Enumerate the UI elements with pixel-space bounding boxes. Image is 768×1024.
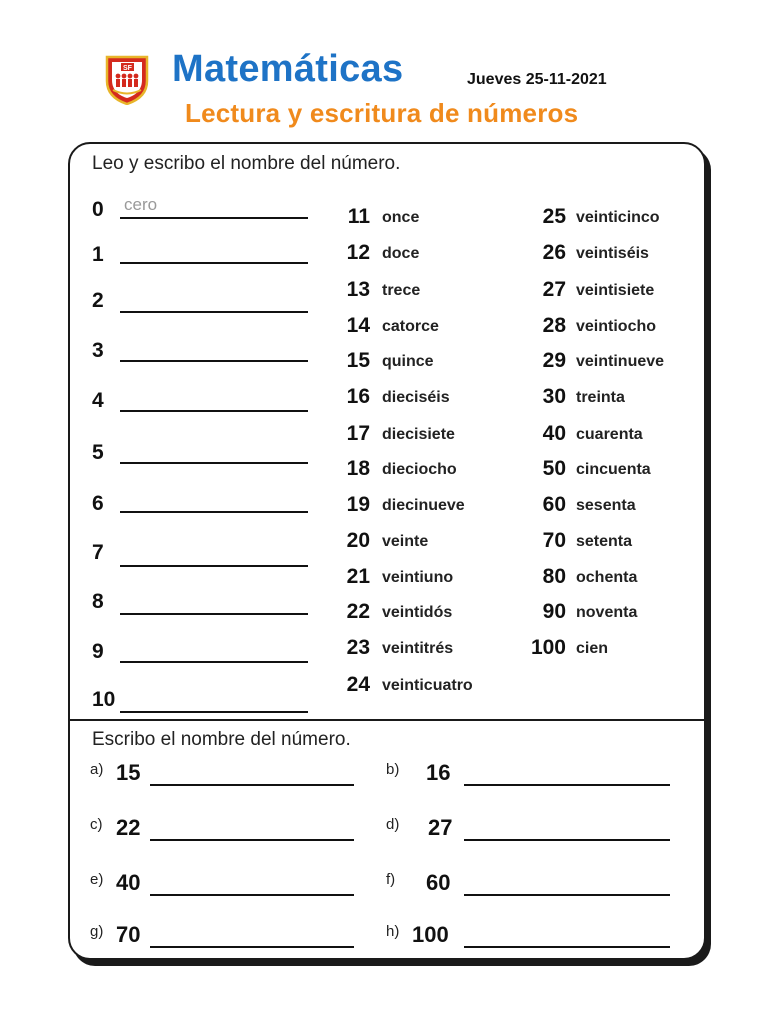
- exercise-letter: f): [386, 871, 396, 888]
- exercise-number: 60: [426, 870, 451, 895]
- answer-line[interactable]: [120, 565, 308, 567]
- item-number: 0: [92, 198, 104, 221]
- answer-line[interactable]: [120, 511, 308, 513]
- reference-word: veintinueve: [576, 353, 665, 370]
- reference-number: 12: [346, 241, 370, 264]
- reference-number: 80: [542, 565, 566, 588]
- exercise-letter: h): [386, 923, 400, 940]
- reference-number: 20: [346, 529, 370, 552]
- exercise-number: 15: [116, 760, 141, 785]
- answer-line[interactable]: [464, 839, 670, 841]
- answer-line[interactable]: [464, 894, 670, 896]
- item-number: 2: [92, 289, 104, 312]
- reference-word: veintiuno: [382, 569, 454, 586]
- reference-word: veinte: [382, 533, 429, 550]
- example-answer: cero: [124, 195, 158, 214]
- reference-number: 40: [542, 422, 566, 445]
- reference-word: treinta: [576, 389, 625, 406]
- reference-word: catorce: [382, 318, 439, 335]
- page-title: Matemáticas: [172, 48, 404, 90]
- exercise-letter: c): [90, 816, 103, 833]
- reference-number: 30: [542, 385, 566, 408]
- reference-number: 60: [542, 493, 566, 516]
- reference-number: 26: [542, 241, 566, 264]
- answer-line[interactable]: [150, 839, 354, 841]
- reference-number: 21: [346, 565, 370, 588]
- answer-line[interactable]: [120, 462, 308, 464]
- reference-number: 17: [346, 422, 370, 445]
- answer-line[interactable]: [120, 613, 308, 615]
- answer-line[interactable]: [120, 661, 308, 663]
- reference-number: 28: [542, 314, 566, 337]
- reference-word: veintidós: [382, 604, 453, 621]
- page-subtitle: Lectura y escritura de números: [185, 98, 579, 128]
- reference-number: 27: [542, 278, 566, 301]
- reference-word: once: [382, 209, 420, 226]
- reference-number: 16: [346, 385, 370, 408]
- reference-word: veinticinco: [576, 209, 660, 226]
- reference-word: trece: [382, 282, 421, 299]
- item-number: 7: [92, 541, 104, 564]
- item-number: 8: [92, 590, 104, 613]
- reference-word: cuarenta: [576, 426, 643, 443]
- reference-word: sesenta: [576, 497, 636, 514]
- exercise-letter: a): [90, 761, 104, 778]
- answer-line[interactable]: [120, 217, 308, 219]
- reference-number: 25: [542, 205, 566, 228]
- reference-word: quince: [382, 353, 434, 370]
- item-number: 10: [92, 688, 116, 711]
- svg-text:SF: SF: [123, 65, 132, 72]
- answer-line[interactable]: [150, 894, 354, 896]
- exercise-number: 40: [116, 870, 141, 895]
- exercise-letter: b): [386, 761, 400, 778]
- item-number: 9: [92, 640, 104, 663]
- exercise-number: 16: [426, 760, 451, 785]
- item-number: 3: [92, 339, 104, 362]
- reference-number: 29: [542, 349, 566, 372]
- reference-word: dieciocho: [382, 461, 457, 478]
- answer-line[interactable]: [120, 311, 308, 313]
- reference-word: veintiséis: [576, 245, 649, 262]
- reference-number: 23: [346, 636, 370, 659]
- answer-line[interactable]: [464, 946, 670, 948]
- reference-word: diecinueve: [382, 497, 465, 514]
- reference-number: 90: [542, 600, 566, 623]
- reference-number: 22: [346, 600, 370, 623]
- section1-instruction: Leo y escribo el nombre del número.: [92, 153, 401, 174]
- reference-number: 24: [346, 673, 370, 696]
- exercise-letter: d): [386, 816, 400, 833]
- exercise-number: 27: [428, 815, 453, 840]
- exercise-number: 22: [116, 815, 141, 840]
- exercise-letter: g): [90, 923, 104, 940]
- reference-number: 13: [346, 278, 370, 301]
- reference-word: cincuenta: [576, 461, 651, 478]
- reference-number: 14: [346, 314, 370, 337]
- item-number: 4: [92, 389, 104, 412]
- reference-word: diecisiete: [382, 426, 455, 443]
- reference-number: 15: [346, 349, 370, 372]
- worksheet-card: [68, 142, 706, 960]
- reference-number: 100: [530, 636, 566, 659]
- section2-instruction: Escribo el nombre del número.: [92, 729, 351, 750]
- answer-line[interactable]: [120, 360, 308, 362]
- exercise-letter: e): [90, 871, 104, 888]
- reference-word: doce: [382, 245, 420, 262]
- reference-word: veinticuatro: [382, 677, 473, 694]
- item-number: 6: [92, 492, 104, 515]
- reference-number: 18: [346, 457, 370, 480]
- item-number: 5: [92, 441, 104, 464]
- reference-number: 50: [542, 457, 566, 480]
- section-divider: [70, 719, 706, 721]
- item-number: 1: [92, 243, 104, 266]
- answer-line[interactable]: [150, 946, 354, 948]
- answer-line[interactable]: [120, 262, 308, 264]
- school-logo: [104, 55, 150, 105]
- reference-word: veintisiete: [576, 282, 655, 299]
- answer-line[interactable]: [120, 410, 308, 412]
- reference-word: dieciséis: [382, 389, 450, 406]
- reference-word: noventa: [576, 604, 638, 621]
- answer-line[interactable]: [150, 784, 354, 786]
- reference-word: veintitrés: [382, 640, 454, 657]
- reference-number: 19: [346, 493, 370, 516]
- exercise-number: 70: [116, 922, 141, 947]
- reference-word: setenta: [576, 533, 633, 550]
- date-label: Jueves 25-11-2021: [467, 71, 607, 88]
- reference-word: ochenta: [576, 569, 638, 586]
- reference-number: 70: [542, 529, 566, 552]
- reference-number: 11: [347, 205, 370, 228]
- reference-word: cien: [576, 640, 609, 657]
- answer-line[interactable]: [464, 784, 670, 786]
- exercise-number: 100: [412, 922, 449, 947]
- answer-line[interactable]: [120, 711, 308, 713]
- reference-word: veintiocho: [576, 318, 657, 335]
